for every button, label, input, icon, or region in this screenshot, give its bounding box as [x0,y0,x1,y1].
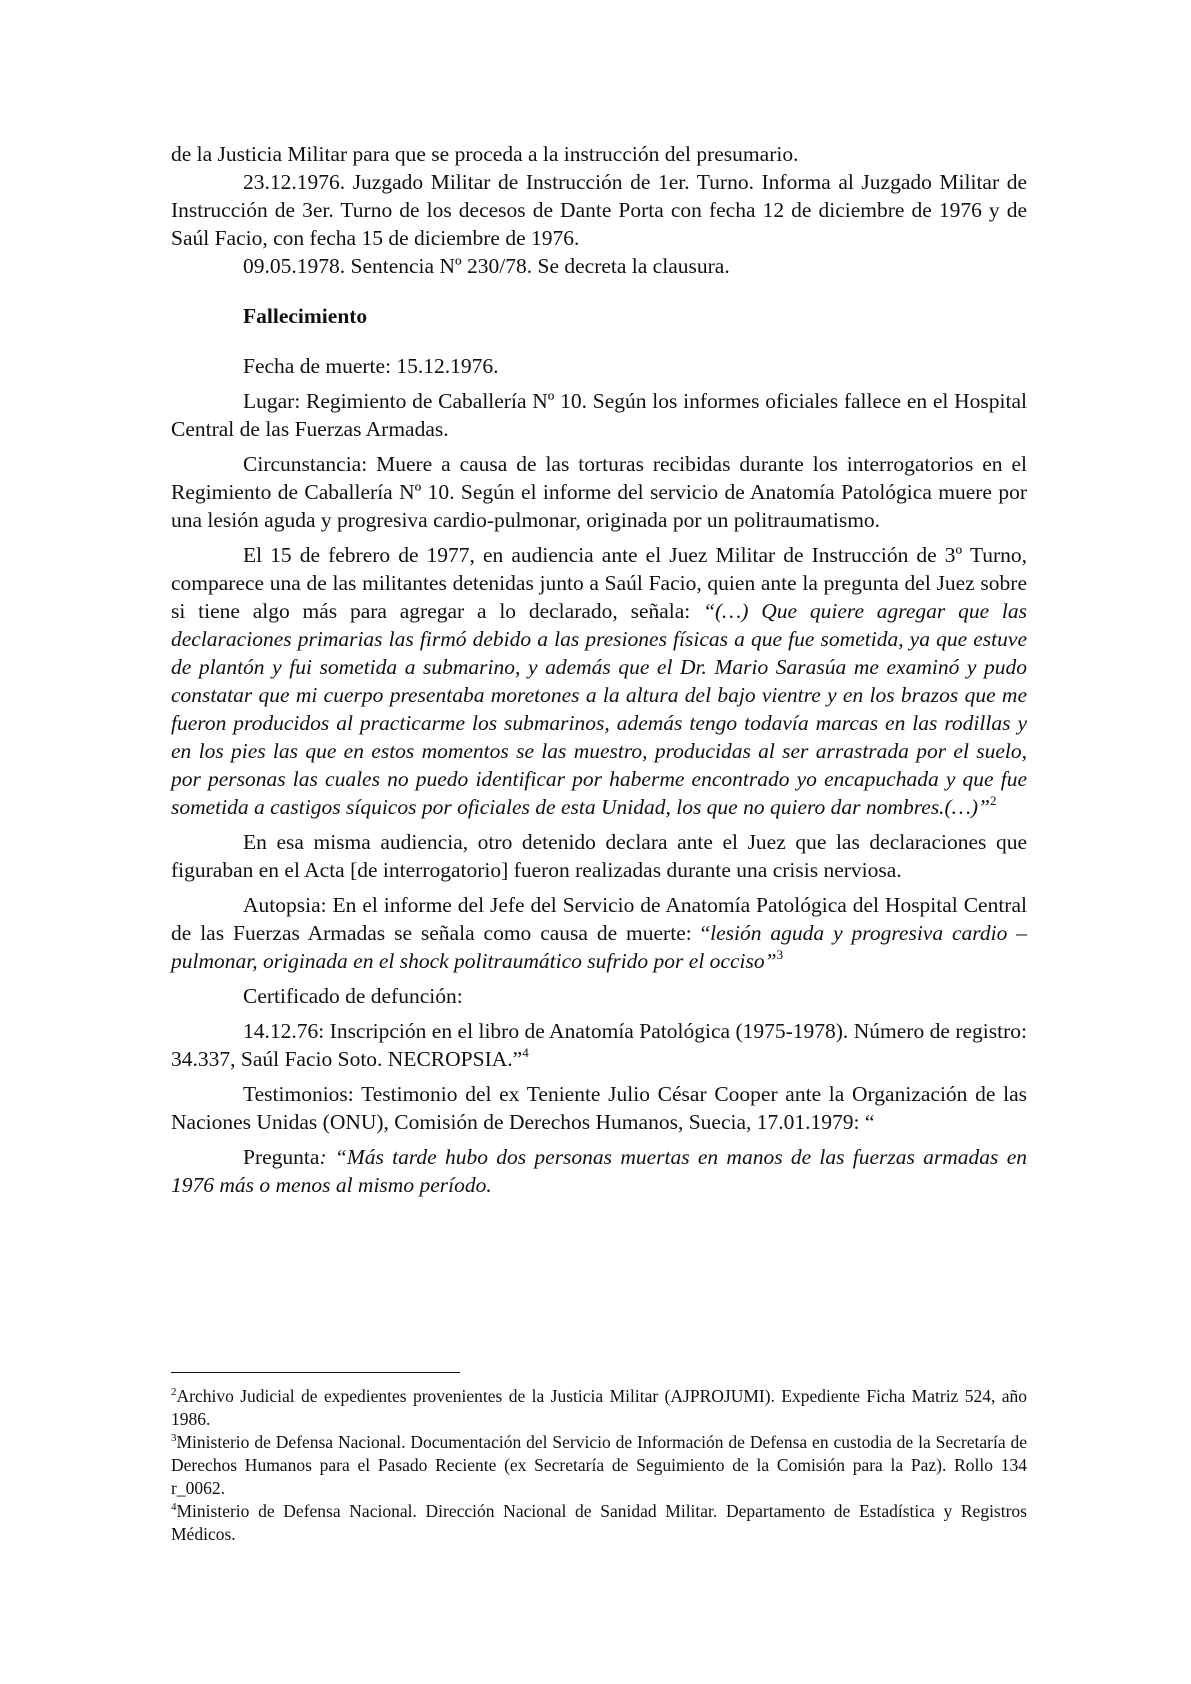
footnote-text: Archivo Judicial de expedientes provenientes de la Justicia Militar (AJPROJUMI). Expediente Ficha Matriz 524, año 1986. [171,1386,1027,1429]
footnote-3 [171,1431,1027,1500]
footnote-text: Ministerio de Defensa Nacional. Documentación del Servicio de Información de Defensa en custodia de la Secretaría de Derechos Humanos para el Pasado Reciente (ex Secretaría de Seguimiento de la Comisión para la Paz). Rollo 134 r_0062. [171,1432,1027,1498]
footnote-4 [171,1500,1027,1546]
paragraph-autopsia [171,891,1027,975]
footnote-separator [171,1372,460,1373]
paragraph-circunstancia: Circunstancia: Muere a causa de las torturas recibidas durante los interrogatorios en el Regimiento de Caballería Nº 10. Según el informe del servicio de Anatomía Patológica muere por una lesión aguda y progresiva cardio-pulmonar, originada por un politraumatismo. [171,452,1027,532]
footnote-2 [171,1385,1027,1431]
paragraph-audiencia [171,541,1027,821]
paragraph-lugar: Lugar: Regimiento de Caballería Nº 10. Según los informes oficiales fallece en el Hospital Central de las Fuerzas Armadas. [171,389,1027,441]
section-heading-fallecimiento: Fallecimiento [243,304,368,328]
footnotes [171,1385,1027,1546]
paragraph-certificado: Certificado de defunción: [243,984,463,1008]
footnote-ref-2: 2 [989,793,997,808]
inscripcion-text: 14.12.76: Inscripción en el libro de Anatomía Patológica (1975-1978). Número de registro: 34.337, Saúl Facio Soto. NECROPSIA.” [171,1019,1027,1071]
autopsia-quote: lesión aguda y progresiva cardio –pulmonar, originada en el shock politraumático sufrido por el occiso” [171,921,1027,973]
audiencia-quote: “(…) Que quiere agregar que las declaraciones primarias las firmó debido a las presiones físicas a que fue sometida, ya que estuve de plantón y fui sometida a submarino, y además que el Dr. Mario Sarasúa me examinó y pudo constatar que mi cuerpo presentaba moretones a la altura del bajo vientre y en los brazos que me fueron producidos al practicarme los submarinos, además tengo todavía marcas en las rodillas y en los pies las que en estos momentos se las muestro, producidas al ser arrastrada por el suelo, por personas las cuales no puedo identificar por haberme encontrado yo encapuchada y que fue sometida a castigos síquicos por oficiales de esta Unidad, los que no quiero dar nombres.(…)” [171,599,1027,819]
paragraph-presumario: de la Justicia Militar para que se proceda a la instrucción del presumario. [171,142,799,166]
pregunta-colon: : [319,1145,335,1169]
footnote-number: 4 [171,1501,177,1513]
audiencia-text: El 15 de febrero de 1977, en audiencia ante el Juez Militar de Instrucción de 3º Turno, comparece una de las militantes detenidas junto a Saúl Facio, quien ante la pregunta del Juez sobre si tiene algo más para agregar a lo declarado, señala: [171,543,1027,623]
footnote-ref-4: 4 [522,1045,529,1060]
body-text [171,140,1027,1199]
paragraph-misma-audiencia: En esa misma audiencia, otro detenido declara ante el Juez que las declaraciones que figuraban en el Acta [de interrogatorio] fueron realizadas durante una crisis nerviosa. [171,830,1027,882]
footnote-ref-3: 3 [776,947,784,962]
footnote-number: 2 [171,1386,177,1398]
pregunta-label: Pregunta [243,1145,320,1169]
paragraph-juzgado-informe: 23.12.1976. Juzgado Militar de Instrucción de 1er. Turno. Informa al Juzgado Militar de Instrucción de 3er. Turno de los decesos de Dante Porta con fecha 12 de diciembre de 1976 y de Saúl Facio, con fecha 15 de diciembre de 1976. [171,170,1027,250]
footnote-text: Ministerio de Defensa Nacional. Dirección Nacional de Sanidad Militar. Departamento de Estadística y Registros Médicos. [171,1501,1027,1544]
paragraph-sentencia: 09.05.1978. Sentencia Nº 230/78. Se decreta la clausura. [243,254,730,278]
pregunta-quote: “Más tarde hubo dos personas muertas en manos de las fuerzas armadas en 1976 más o menos al mismo período. [171,1145,1027,1197]
autopsia-text: Autopsia: En el informe del Jefe del Servicio de Anatomía Patológica del Hospital Central de las Fuerzas Armadas se señala como causa de muerte: “ [171,893,1027,945]
footnote-number: 3 [171,1432,177,1444]
paragraph-pregunta [171,1143,1027,1199]
paragraph-testimonios: Testimonios: Testimonio del ex Teniente Julio César Cooper ante la Organización de las Naciones Unidas (ONU), Comisión de Derechos Humanos, Suecia, 17.01.1979: “ [171,1082,1027,1134]
paragraph-fecha-muerte: Fecha de muerte: 15.12.1976. [243,354,499,378]
paragraph-inscripcion [171,1017,1027,1073]
